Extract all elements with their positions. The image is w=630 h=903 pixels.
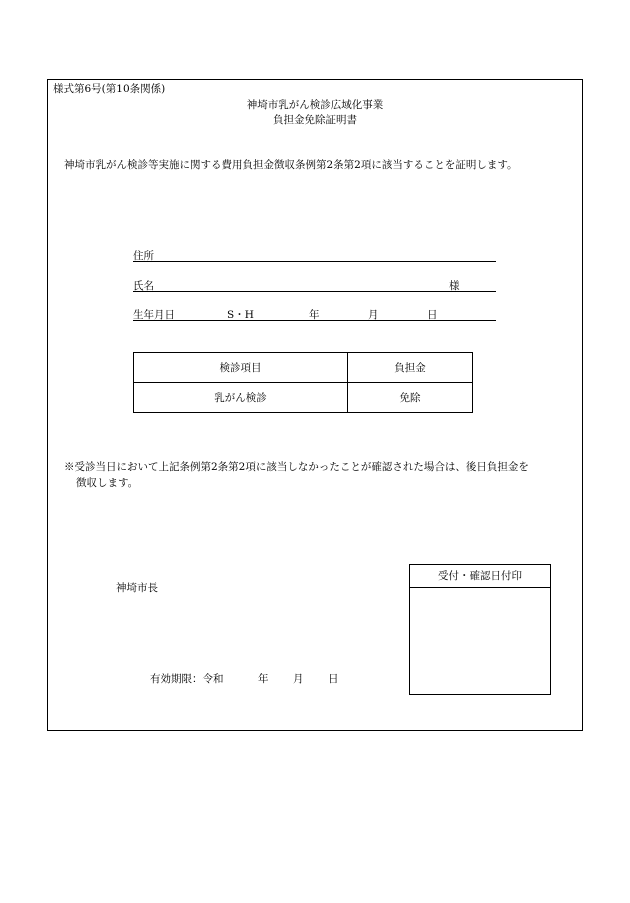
fee-table — [133, 352, 473, 413]
stamp-box — [409, 564, 551, 695]
name-field[interactable] — [133, 277, 496, 292]
validity-year-label: 年 — [258, 673, 269, 685]
header-item-cell: 検診項目 — [134, 353, 348, 383]
document-title-line2: 負担金免除証明書 — [273, 114, 357, 126]
birth-day-label: 日 — [427, 309, 438, 321]
table-header-row — [134, 353, 473, 383]
row-fee-cell: 免除 — [348, 383, 473, 413]
certification-statement: 神埼市乳がん検診等実施に関する費用負担金徴収条例第2条第2項に該当することを証明します。 — [64, 159, 518, 171]
name-suffix: 様 — [449, 280, 460, 292]
validity-label: 有効期限：令和 — [150, 673, 224, 685]
birth-year-label: 年 — [309, 309, 320, 321]
document-title-line1: 神埼市乳がん検診広域化事業 — [246, 99, 384, 111]
note-line2: 徴収します。 — [76, 477, 139, 489]
form-number: 様式第6号(第10条関係) — [53, 83, 166, 95]
birth-month-label: 月 — [368, 309, 379, 321]
row-item-cell: 乳がん検診 — [134, 383, 348, 413]
header-fee-cell: 負担金 — [348, 353, 473, 383]
validity-day-label: 日 — [328, 673, 339, 685]
stamp-box-title: 受付・確認日付印 — [410, 565, 550, 588]
address-label: 住所 — [133, 250, 154, 262]
era-label: S・H — [227, 309, 254, 321]
note-line1: ※受診当日において上記条例第2条第2項に該当しなかったことが確認された場合は、後日負担金を — [64, 461, 529, 473]
table-row — [134, 383, 473, 413]
name-label: 氏名 — [133, 280, 154, 292]
issuer-label: 神埼市長 — [116, 582, 158, 594]
validity-month-label: 月 — [293, 673, 304, 685]
birthdate-field[interactable] — [133, 306, 496, 321]
birthdate-label: 生年月日 — [133, 309, 175, 321]
address-field[interactable] — [133, 247, 496, 262]
